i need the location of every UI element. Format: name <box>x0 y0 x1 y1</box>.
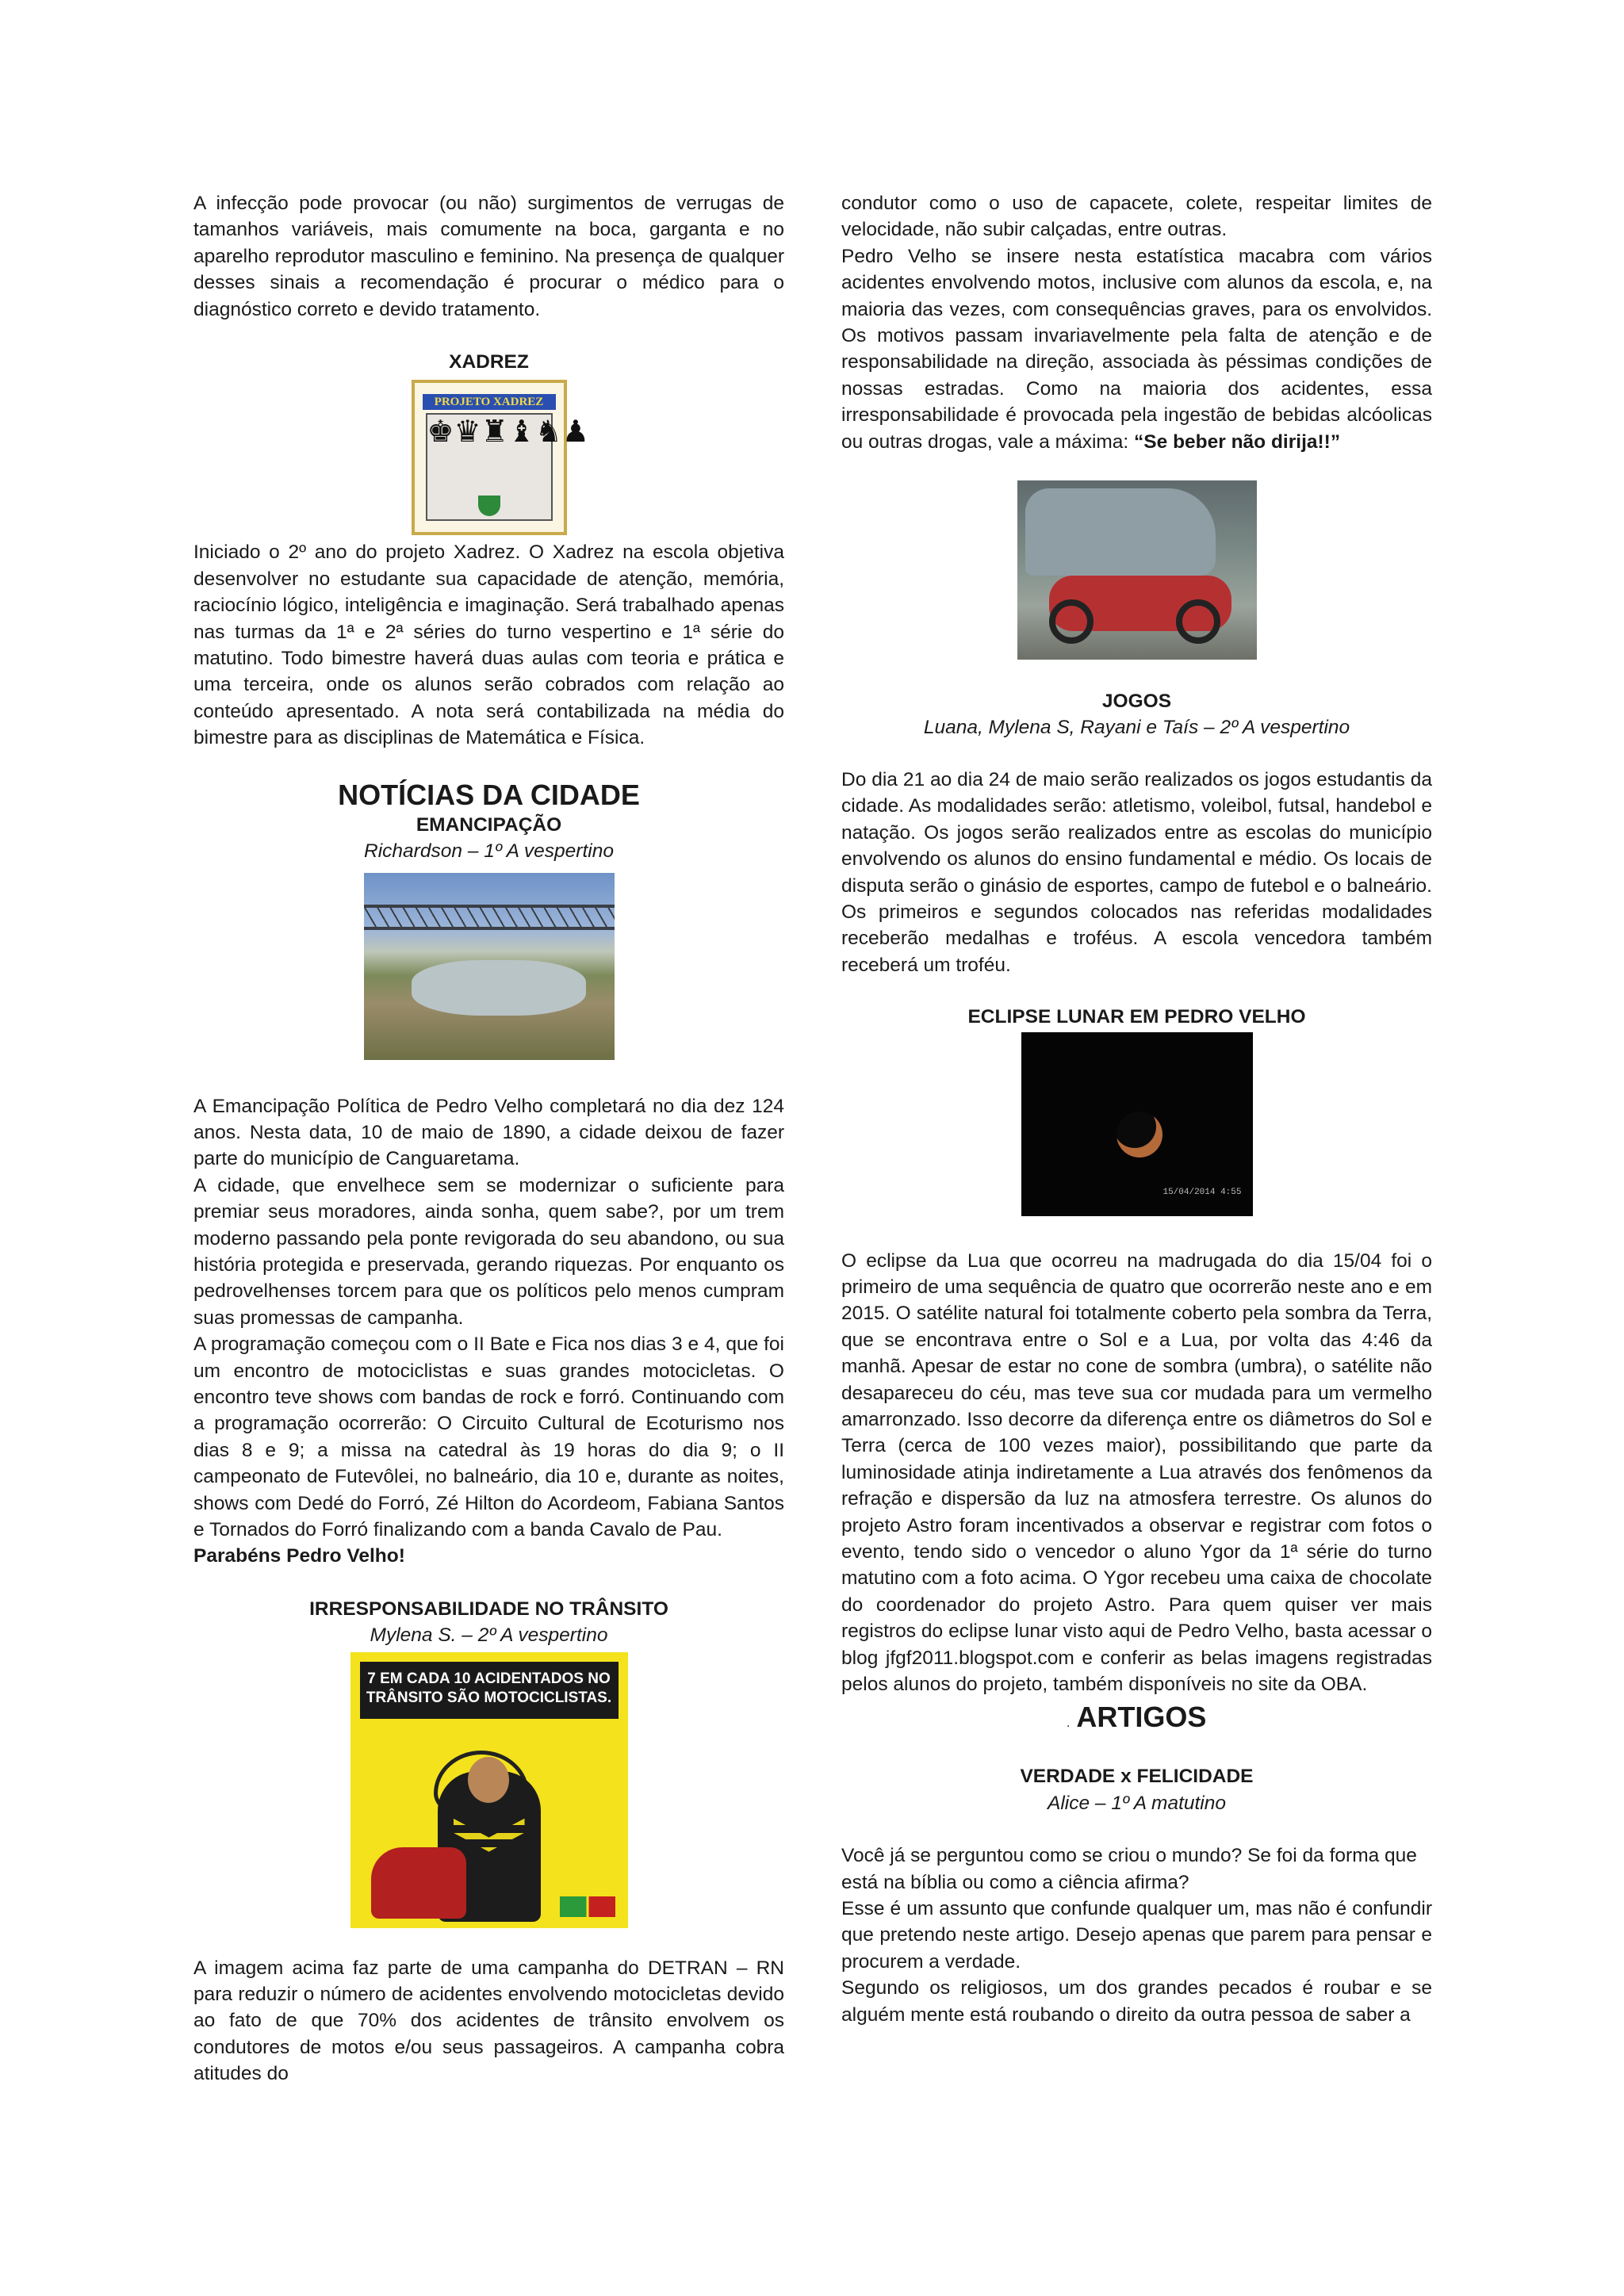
wheel-icon <box>1049 599 1094 644</box>
poster-headline: 7 EM CADA 10 ACIDENTADOS NO TRÂNSITO SÃO MOTOCICLISTAS. <box>360 1662 619 1719</box>
eclipse-paragraph: O eclipse da Lua que ocorreu na madrugada do dia 15/04 foi o primeiro de uma sequência de quatro que ocorrerão neste ano e em 2015. O satélite natural foi totalmente coberto pela sombra da Terra, que se encontrava entre o Sol e a Lua, por volta das 4:46 da manhã. Apesar de estar no cone de sombra (umbra), o satélite não desapareceu do céu, mas teve sua cor mudada para um vermelho amarronzado. Isso decorre da diferença entre os diâmetros do Sol e Terra (cerca de 100 vezes maior), possibilitando que parte da luminosidade atinja indiretamente a Lua através dos fenômenos da refração e dispersão da luz na atmosfera terrestre. Os alunos do projeto Astro foram incentivados a observar e registrar com fotos o evento, tendo sido o vencedor o aluno Ygor da 1ª série do turno matutino com a foto acima. O Ygor recebeu uma caixa de chocolate do coordenador do projeto Astro. Para quem quiser ver mais registros do eclipse lunar visto aqui de Pedro Velho, basta acessar o blog jfgf2011.blogspot.com e conferir as belas imagens registradas pelos alunos do projeto, também disponíveis no site da OBA. <box>841 1249 1432 1696</box>
moon-icon <box>1116 1112 1162 1158</box>
river-water <box>412 960 586 1016</box>
chess-project-logo <box>412 380 589 535</box>
emancipacao-paragraph-1: A Emancipação Política de Pedro Velho completará no dia dez 124 anos. Nesta data, 10 de maio de 1890, a cidade deixou de fazer parte do município de Canguaretama. <box>193 1095 784 1170</box>
left-column <box>193 190 784 2087</box>
verdade-paragraph-1: Você já se perguntou como se criou o mundo? Se foi da forma que está na bíblia ou como a ciência afirma? <box>841 1845 1417 1893</box>
emancipacao-paragraph-3: A programação começou com o II Bate e Fica nos dias 3 e 4, que foi um encontro de motociclistas e suas grandes motocicletas. O encontro teve shows com bandas de rock e forró. Continuando com a programação ocorrerão: O Circuito Cultural de Ecoturismo nos dias 8 e 9; a missa na catedral às 19 horas do dia 9; o II campeonato de Futevôlei, no balneário, dia 10 e, durante as noites, shows com Dedé do Forró, Zé Hilton do Acordeom, Fabiana Santos e Tornados do Forró finalizando com a banda Cavalo de Pau. <box>193 1334 784 1540</box>
jogos-title: JOGOS <box>1101 691 1172 713</box>
rider-face <box>468 1757 509 1803</box>
verdade-title: VERDADE x FELICIDADE <box>1020 1766 1254 1788</box>
transito-cont-paragraph-2 <box>841 243 1432 455</box>
car-figure <box>1025 488 1216 576</box>
photo-timestamp: 15/04/2014 4:55 <box>1162 1188 1242 1198</box>
chess-pieces-icon: ♚♛♜♝♞♟ <box>426 413 553 521</box>
xadrez-paragraph: Iniciado o 2º ano do projeto Xadrez. O Xadrez na escola objetiva desenvolver no estudante sua capacidade de atenção, memória, raciocínio lógico, inteligência e imaginação. Será trabalhado apenas nas turmas da 1ª e 2ª séries do turno vespertino e 1ª série do matutino. Todo bimestre haverá duas aulas com teoria e prática e uma terceira, onde os alunos serão cobrados com relação ao conteúdo apresentado. A nota será contabilizada na média do bimestre para as disciplinas de Matemática e Física. <box>193 541 784 749</box>
eclipse-title: ECLIPSE LUNAR EM PEDRO VELHO <box>967 1006 1306 1028</box>
transito-cont-paragraph-1: condutor como o uso de capacete, colete, respeitar limites de velocidade, não subir calçadas, entre outras. <box>841 193 1432 241</box>
xadrez-title: XADREZ <box>449 351 529 373</box>
verdade-paragraph-3: Segundo os religiosos, um dos grandes pecados é roubar e se alguém mente está roubando o direito da outra pessoa de saber a <box>841 1977 1432 2026</box>
transito-title: IRRESPONSABILIDADE NO TRÂNSITO <box>309 1598 668 1620</box>
noticias-section-title: NOTÍCIAS DA CIDADE <box>338 778 640 811</box>
campaign-logos <box>560 1896 615 1917</box>
wheel-icon <box>1176 599 1220 644</box>
motorcycle-figure <box>371 1847 466 1919</box>
verdade-byline: Alice – 1º A matutino <box>1047 1792 1227 1814</box>
emancipacao-title: EMANCIPAÇÃO <box>416 813 562 836</box>
infection-paragraph: A infecção pode provocar (ou não) surgimentos de verrugas de tamanhos variáveis, mais comumente na boca, garganta e no aparelho reprodutor masculino e feminino. Na presença de qualquer desses sinais a recomendação é procurar o médico para o diagnóstico correto e devido tratamento. <box>193 193 784 320</box>
artigos-section-title <box>841 1701 1432 1741</box>
artigos-prefix: . <box>1067 1720 1070 1730</box>
accident-photo <box>1017 480 1257 660</box>
jogos-paragraph: Do dia 21 ao dia 24 de maio serão realizados os jogos estudantis da cidade. As modalidades serão: atletismo, voleibol, futsal, handebol e natação. Os jogos serão realizados entre as escolas do município envolvendo os alunos do ensino fundamental e médio. Os locais de disputa serão o ginásio de esportes, campo de futebol e o balneário. Os primeiros e segundos colocados nas referidas modalidades receberão medalhas e troféus. A escola vencedora também receberá um troféu. <box>841 768 1432 976</box>
emancipacao-closing: Parabéns Pedro Velho! <box>193 1545 405 1567</box>
jogos-byline: Luana, Mylena S, Rayani e Taís – 2º A vespertino <box>923 717 1350 739</box>
transito-cont-text: Pedro Velho se insere nesta estatística macabra com vários acidentes envolvendo motos, inclusive com alunos da escola, e, na maioria das vezes, com consequências graves, para os envolvidos. Os motivos passam invariavelmente pela falta de atenção e de responsabilidade na direção, associada às péssimas condições de nossas estradas. Como na maioria dos acidentes, essa irresponsabilidade é provocada pela ingestão de bebidas alcóolicas ou outras drogas, vale a máxima: <box>841 245 1432 453</box>
emancipacao-byline: Richardson – 1º A vespertino <box>364 840 614 863</box>
bridge-photo <box>364 873 615 1060</box>
eclipse-photo <box>1021 1032 1253 1216</box>
transito-paragraph: A imagem acima faz parte de uma campanha do DETRAN – RN para reduzir o número de acidentes envolvendo motocicletas devido ao fato de que 70% dos acidentes de trânsito envolvem os condutores de motos e/ou seus passageiros. A campanha cobra atitudes do <box>193 1957 784 2085</box>
artigos-title-text: ARTIGOS <box>1076 1701 1207 1734</box>
right-column <box>841 190 1432 2028</box>
detran-campaign-poster <box>350 1652 628 1928</box>
transito-motto: “Se beber não dirija!!” <box>1134 430 1341 453</box>
bridge-truss <box>364 905 615 930</box>
transito-byline: Mylena S. – 2º A vespertino <box>370 1624 608 1647</box>
verdade-paragraph-2: Esse é um assunto que confunde qualquer um, mas não é confundir que pretendo neste artigo. Desejo apenas que parem para pensar e procurem a verdade. <box>841 1898 1432 1973</box>
chess-logo-banner: PROJETO XADREZ <box>423 394 556 410</box>
emancipacao-paragraph-2: A cidade, que envelhece sem se modernizar o suficiente para premiar seus moradores, ainda sonha, quem sabe?, por um trem moderno passando pela ponte revigorada do seu abandono, ou sua história protegida e preservada, gerando riquezas. Por enquanto os pedrovelhenses torcem para que os políticos pelo menos cumpram suas promessas de campanha. <box>193 1174 784 1329</box>
